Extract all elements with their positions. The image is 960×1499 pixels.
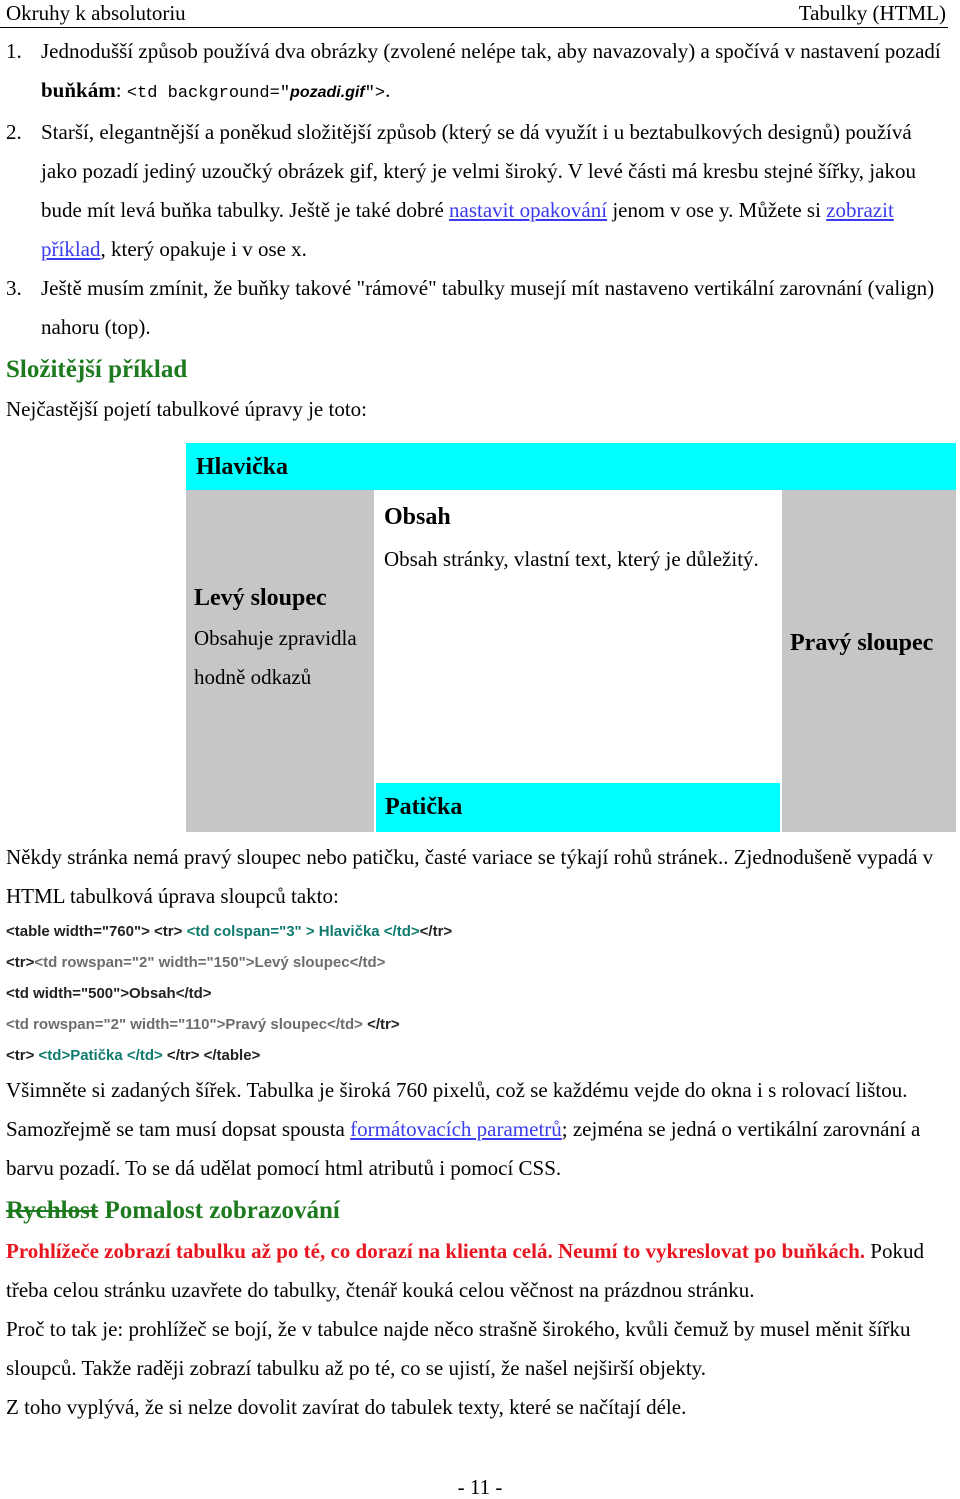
layout-header-cell: Hlavička	[186, 443, 956, 490]
code-line: <tr> <td>Patička </td> </tr> </table>	[6, 1047, 261, 1064]
list-item	[6, 32, 950, 113]
numbered-list	[6, 32, 950, 347]
list-text: Jednodušší způsob používá dva obrázky (zvolené nelépe tak, aby navazovaly) a spočívá v nastavení pozadí buňkám: <td background="pozadi.gif">.	[41, 39, 941, 103]
layout-footer-cell: Patička	[376, 783, 780, 832]
main-content	[6, 32, 950, 429]
code-line: <td rowspan="2" width="110">Pravý sloupec</td> </tr>	[6, 1016, 400, 1033]
list-number: 2.	[6, 120, 22, 144]
section-heading: Složitější příklad	[6, 356, 188, 383]
header-left-title: Okruhy k absolutoriu	[6, 1, 186, 25]
link-zobrazit-priklad[interactable]: zobrazit příklad	[41, 198, 894, 261]
paragraph: Prohlížeče zobrazí tabulku až po té, co dorazí na klienta celá. Neumí to vykreslovat po buňkách. Pokud třeba celou stránku uzavřete do tabulky, čtenář kouká celou věčnost na prázdnou stránku.	[6, 1239, 924, 1302]
right-column-title: Pravý sloupec	[790, 630, 934, 656]
list-item	[6, 113, 950, 269]
page-number: - 11 -	[457, 1475, 503, 1499]
layout-left-column	[186, 490, 374, 832]
header-divider	[0, 27, 948, 28]
code-line: <tr><td rowspan="2" width="150">Levý sloupec</td>	[6, 954, 386, 971]
section-heading: Rychlost Pomalost zobrazování	[6, 1197, 340, 1224]
list-number: 1.	[6, 39, 22, 63]
list-item	[6, 269, 950, 347]
after-table-content	[6, 838, 950, 1427]
page-header	[6, 0, 946, 28]
warning-text: Prohlížeče zobrazí tabulku až po té, co dorazí na klienta celá. Neumí to vykreslovat po buňkách.	[6, 1239, 866, 1263]
layout-right-column	[782, 490, 956, 832]
paragraph: Z toho vyplývá, že si nelze dovolit zavírat do tabulek texty, které se načítají déle.	[6, 1395, 687, 1419]
code-line: <table width="760"> <tr> <td colspan="3" > Hlavička </td></tr>	[6, 923, 453, 940]
list-number: 3.	[6, 276, 22, 300]
left-column-title: Levý sloupec	[194, 585, 327, 611]
paragraph: Všimněte si zadaných šířek. Tabulka je široká 760 pixelů, což se každému vejde do okna i s rolovací lištou. Samozřejmě se tam musí dopsat spousta formátovacích parametrů; zejména se jedná o vertikální zarovnání a barvu pozadí. To se dá udělat pomocí html atributů i pomocí CSS.	[6, 1078, 921, 1180]
header-right-title: Tabulky (HTML)	[798, 1, 946, 25]
left-column-text: Obsahuje zpravidla hodně odkazů	[194, 626, 357, 689]
layout-table-example	[186, 443, 956, 832]
content-text: Obsah stránky, vlastní text, který je důležitý.	[384, 547, 759, 571]
paragraph: Někdy stránka nemá pravý sloupec nebo patičku, časté variace se týkají rohů stránek.. Zjednodušeně vypadá v HTML tabulková úprava sloupců takto:	[6, 845, 934, 908]
section-intro: Nejčastější pojetí tabulkové úpravy je toto:	[6, 397, 367, 421]
link-formatovacich-parametru[interactable]: formátovacích parametrů	[350, 1117, 562, 1141]
layout-content-cell	[376, 490, 780, 782]
list-text: Ještě musím zmínit, že buňky takové "rámové" tabulky musejí mít nastaveno vertikální zarovnání (valign) nahoru (top).	[41, 276, 935, 339]
code-block	[6, 916, 950, 1071]
code-line: <td width="500">Obsah</td>	[6, 985, 212, 1002]
inline-code: <td background="pozadi.gif">	[126, 84, 386, 103]
list-text: Starší, elegantnější a poněkud složitější způsob (který se dá využít i u beztabulkových designů) používá jako pozadí jediný uzoučký obrázek gif, který je velmi široký. V levé části má kresbu stejné šířky, jakou bude mít levá buňka tabulky. Ještě je také dobré nastavit opakování jenom v ose y. Můžete si zobrazit příklad, který opakuje i v ose x.	[41, 120, 916, 261]
paragraph: Proč to tak je: prohlížeč se bojí, že v tabulce najde něco strašně širokého, kvůli čemuž by musel měnit šířku sloupců. Takže raději zobrazí tabulku až po té, co se ujistí, že našel nejširší objekty.	[6, 1317, 911, 1380]
content-title: Obsah	[384, 504, 451, 530]
link-nastavit-opakovani[interactable]: nastavit opakování	[449, 198, 608, 222]
